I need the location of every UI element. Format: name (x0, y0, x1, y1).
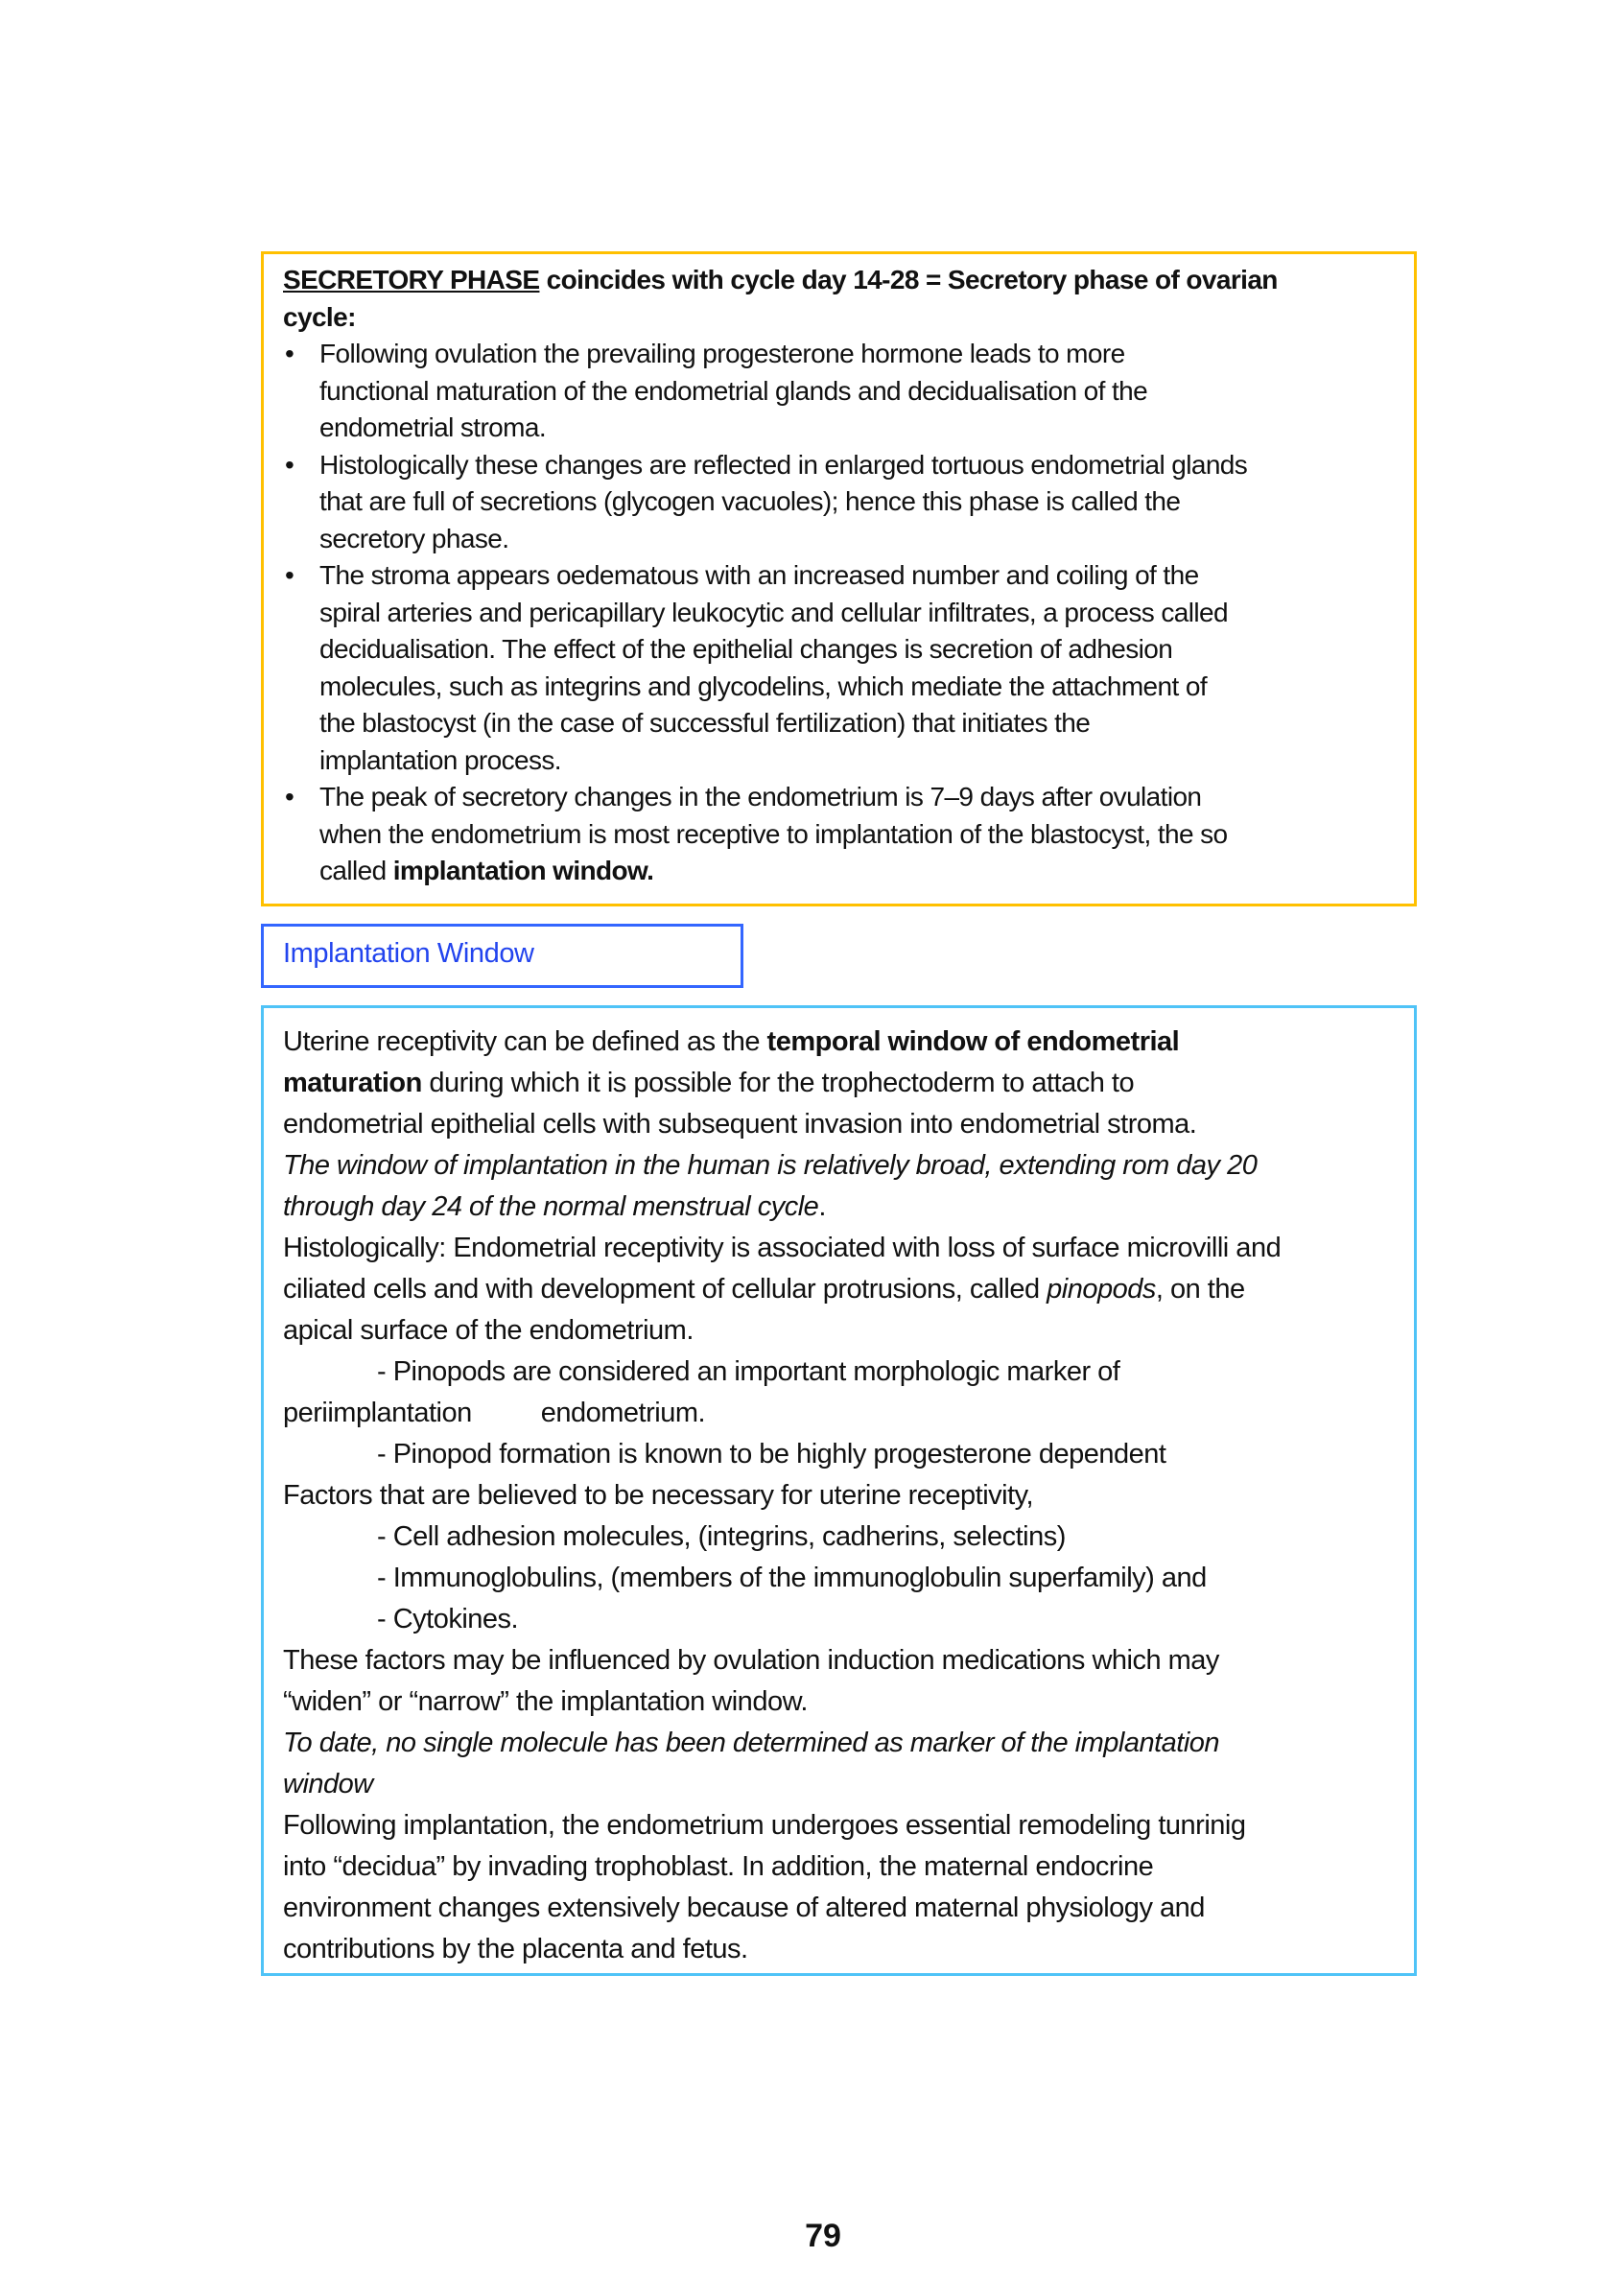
text-segment: functional maturation of the endometrial glands and decidualisation of the (319, 375, 1148, 406)
text-segment: Following implantation, the endometrium undergoes essential remodeling tunrinig (283, 1810, 1246, 1841)
text-segment: temporal window of endometrial (766, 1026, 1180, 1057)
text-line (283, 1475, 1414, 1517)
text-segment: Histologically: Endometrial receptivity is associated with loss of surface microvilli and (283, 1233, 1282, 1263)
text-segment: through day 24 of the normal menstrual cycle (283, 1191, 819, 1222)
text-segment: into “decidua” by invading trophoblast. In addition, the maternal endocrine (283, 1851, 1154, 1882)
text-line (283, 1929, 1414, 1970)
text-segment: , on the (1155, 1274, 1245, 1305)
text-line (283, 1517, 1414, 1558)
text-line (283, 853, 1414, 890)
text-segment: Factors that are believed to be necessary for uterine receptivity, (283, 1480, 1034, 1511)
text-segment: environment changes extensively because of altered maternal physiology and (283, 1893, 1205, 1923)
text-line (283, 1269, 1414, 1310)
text-line (283, 1640, 1414, 1681)
text-segment: Histologically these changes are reflected in enlarged tortuous endometrial glands (319, 449, 1248, 480)
section-title: Implantation Window (283, 938, 534, 969)
text-line (283, 1558, 1414, 1599)
text-segment: endometrial epithelial cells with subsequent invasion into endometrial stroma. (283, 1109, 1197, 1140)
text-line (283, 373, 1414, 411)
text-segment: The window of implantation in the human is relatively broad, extending rom day 20 (283, 1150, 1258, 1181)
text-segment: “widen” or “narrow” the implantation window. (283, 1686, 808, 1717)
text-segment: Uterine receptivity can be defined as the (283, 1026, 767, 1057)
bullet-icon: • (285, 560, 294, 590)
text-segment: These factors may be influenced by ovulation induction medications which may (283, 1645, 1219, 1676)
text-line (283, 1393, 1414, 1434)
text-segment: contributions by the placenta and fetus. (283, 1934, 748, 1964)
bullet-item-line (283, 557, 1414, 595)
text-segment: - Immunoglobulins, (members of the immunoglobulin superfamily) and (377, 1563, 1207, 1593)
text-line (283, 483, 1414, 521)
text-line (283, 816, 1414, 854)
bullet-icon: • (285, 339, 294, 368)
bullet-item-line (283, 779, 1414, 816)
text-segment: cycle: (283, 301, 356, 332)
text-line (283, 1352, 1414, 1393)
text-segment: maturation (283, 1068, 422, 1098)
text-segment: endometrium. (540, 1398, 706, 1428)
bullet-item-line (283, 336, 1414, 373)
text-line (283, 1022, 1414, 1063)
text-line (283, 1888, 1414, 1929)
text-line (283, 1599, 1414, 1640)
text-segment: The stroma appears oedematous with an increased number and coiling of the (319, 560, 1199, 590)
text-line (283, 1805, 1414, 1846)
text-segment: that are full of secretions (glycogen vacuoles); hence this phase is called the (319, 486, 1181, 516)
text-segment: - Pinopod formation is known to be highly progesterone dependent (377, 1439, 1166, 1470)
text-line (283, 1434, 1414, 1475)
text-line (283, 705, 1414, 742)
text-segment: SECRETORY PHASE (283, 265, 540, 294)
text-segment: spiral arteries and pericapillary leukocytic and cellular infiltrates, a process called (319, 597, 1228, 627)
text-line (283, 262, 1414, 299)
text-segment: periimplantation (283, 1398, 472, 1428)
text-line (283, 1228, 1414, 1269)
bullet-icon: • (285, 782, 294, 811)
text-line (283, 595, 1414, 632)
text-segment: To date, no single molecule has been determined as marker of the implantation (283, 1728, 1220, 1758)
text-line (283, 1723, 1414, 1764)
text-line (283, 631, 1414, 669)
text-line (283, 1681, 1414, 1723)
text-segment: The peak of secretory changes in the endometrium is 7–9 days after ovulation (319, 782, 1202, 811)
text-line (283, 1846, 1414, 1888)
text-line (283, 742, 1414, 780)
text-segment: when the endometrium is most receptive to implantation of the blastocyst, the so (319, 818, 1228, 849)
text-segment: molecules, such as integrins and glycodelins, which mediate the attachment of (319, 670, 1207, 701)
bullet-item-line (283, 447, 1414, 484)
text-segment: secretory phase. (319, 523, 509, 553)
text-segment: pinopods (1047, 1274, 1156, 1305)
text-segment: - Cell adhesion molecules, (integrins, cadherins, selectins) (377, 1521, 1066, 1552)
text-line (283, 1310, 1414, 1352)
text-segment: called (319, 856, 393, 885)
text-line (283, 410, 1414, 447)
text-line (283, 1187, 1414, 1228)
text-segment: ciliated cells and with development of cellular protrusions, called (283, 1274, 1047, 1305)
text-segment: Following ovulation the prevailing progesterone hormone leads to more (319, 339, 1125, 368)
text-segment: . (818, 1191, 826, 1222)
text-line (283, 1063, 1414, 1104)
text-line (283, 299, 1414, 337)
text-line (283, 1145, 1414, 1187)
text-segment: implantation process. (319, 744, 561, 775)
implantation-window-title-box (261, 924, 743, 988)
text-segment: decidualisation. The effect of the epithelial changes is secretion of adhesion (319, 634, 1173, 664)
text-segment: the blastocyst (in the case of successful fertilization) that initiates the (319, 708, 1091, 738)
page-number: 79 (805, 2218, 841, 2254)
text-segment: endometrial stroma. (319, 412, 547, 442)
text-segment: window (283, 1769, 373, 1799)
text-segment: apical surface of the endometrium. (283, 1315, 694, 1346)
text-segment: - Pinopods are considered an important morphologic marker of (377, 1356, 1120, 1387)
text-line (283, 669, 1414, 706)
text-segment: - Cytokines. (377, 1604, 519, 1634)
text-segment: during which it is possible for the trophectoderm to attach to (421, 1068, 1135, 1098)
text-segment: coincides with cycle day 14-28 = Secretory phase of ovarian (539, 265, 1278, 294)
implantation-window-box (261, 1005, 1417, 1976)
bullet-icon: • (285, 449, 294, 480)
secretory-phase-box (261, 251, 1417, 906)
text-segment: implantation window. (392, 856, 654, 885)
text-line (283, 1764, 1414, 1805)
text-line (283, 521, 1414, 558)
text-line (283, 1104, 1414, 1145)
